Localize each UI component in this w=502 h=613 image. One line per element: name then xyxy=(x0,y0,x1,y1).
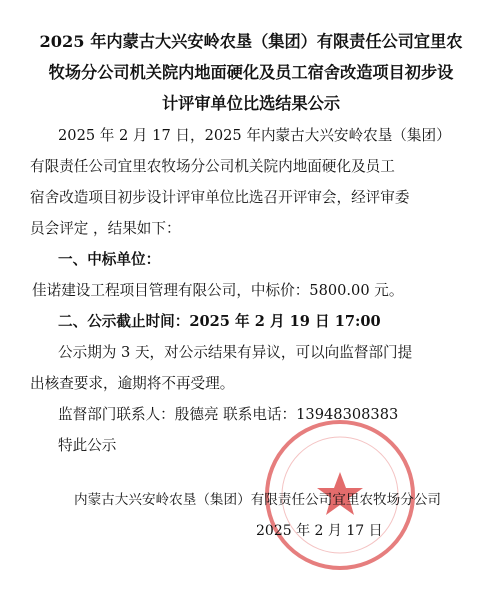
contact-paragraph xyxy=(30,399,492,461)
notice-line: 出核查要求，逾期将不再受理。 xyxy=(30,375,235,392)
title-line: 2025 年内蒙古大兴安岭农垦（集团）有限责任公司宜里农 xyxy=(39,32,463,51)
intro-line: 员会评定 ，结果如下： xyxy=(30,220,181,237)
intro-line: 宿舍改造项目初步设计评审单位比选召开评审会，经评审委 xyxy=(30,189,410,206)
notice-paragraph xyxy=(30,337,492,399)
section-2 xyxy=(30,306,492,337)
section-1 xyxy=(30,244,492,306)
notice-line: 公示期为 3 天，对公示结果有异议，可以向监督部门提 xyxy=(58,344,413,361)
title-line: 牧场分公司机关院内地面硬化及员工宿舍改造项目初步设 xyxy=(48,63,454,82)
closing-line: 特此公示 xyxy=(58,437,117,454)
deadline-heading: 二、公示截止时间：2025 年 2 月 19 日 17:00 xyxy=(58,313,381,330)
winner-body: 佳诺建设工程项目管理有限公司，中标价：5800.00 元。 xyxy=(32,282,404,299)
title-line: 计评审单位比选结果公示 xyxy=(161,94,341,113)
intro-line: 有限责任公司宜里农牧场分公司机关院内地面硬化及员工 xyxy=(30,158,395,175)
intro-line: 2025 年 2 月 17 日，2025 年内蒙古大兴安岭农垦（集团） xyxy=(58,127,451,144)
document-title xyxy=(14,26,488,119)
contact-line: 监督部门联系人：殷德亮 联系电话：13948308383 xyxy=(58,406,399,423)
intro-paragraph xyxy=(30,120,492,244)
signature-date: 2025 年 2 月 17 日 xyxy=(256,523,383,539)
winner-heading: 一、中标单位： xyxy=(58,251,161,268)
signature-company: 内蒙古大兴安岭农垦（集团）有限责任公司宜里农牧场分公司 xyxy=(74,492,442,508)
